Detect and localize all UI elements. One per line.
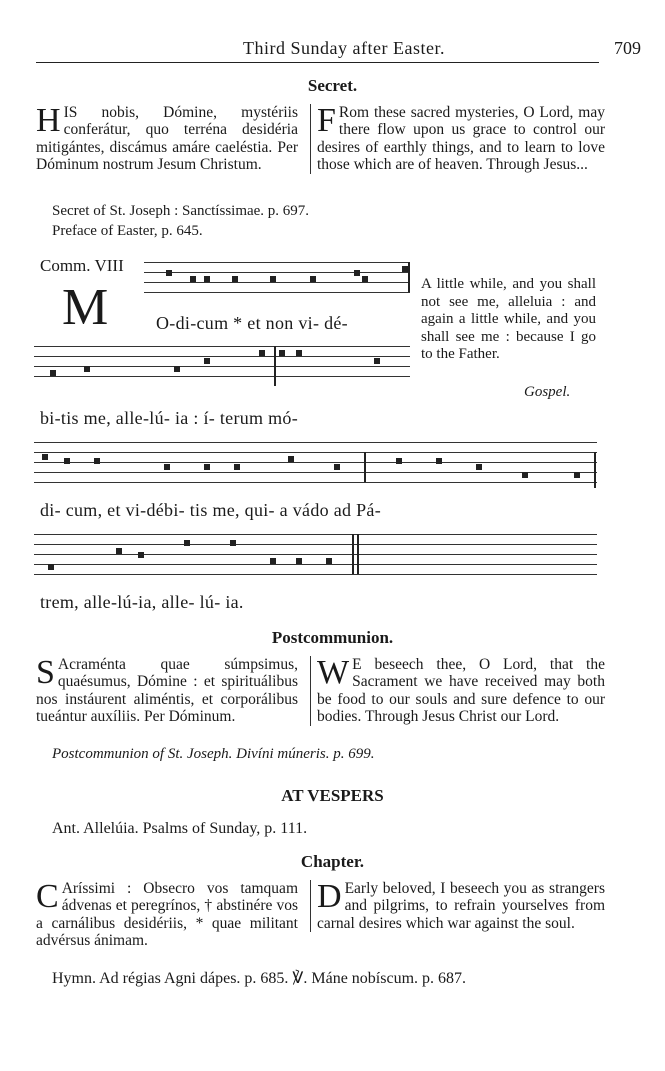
postcommunion-heading: Postcommunion. xyxy=(271,628,394,647)
postcommunion-note: Postcommunion of St. Joseph. Divíni múneris. p. 699. xyxy=(52,746,375,762)
secret-heading: Secret. xyxy=(307,76,358,95)
secret-note-joseph: Secret of St. Joseph : Sanctíssimae. p. 697. xyxy=(52,203,310,219)
secret-english-initial: F xyxy=(317,102,336,139)
postcommunion-latin xyxy=(36,656,298,726)
chapter-latin-initial: C xyxy=(36,878,59,915)
communion-initial: M xyxy=(62,279,109,336)
communion-source: Gospel. xyxy=(524,384,571,400)
secret-latin-text: IS nobis, Dómine, mystériis conferátur, quo terréna desidéria mitigántes, discámus amáre caeléstia. Per Dóminum nostrum Jesum Christum. xyxy=(36,104,298,174)
secret-latin xyxy=(36,104,298,174)
communion-english: A little while, and you shall not see me, alleluia : and again a little while, and you shall see me : because I go to the Father. xyxy=(421,276,596,362)
chapter-english-initial: D xyxy=(317,878,342,915)
chant-staff-1 xyxy=(144,262,410,302)
chapter-latin-text: Aríssimi : Obsecro vos tamquam ádvenas et peregrínos, † abstinére vos a carnálibus desidériis, * quae militant advérsus ánimam. xyxy=(36,880,298,950)
postcommunion-english xyxy=(310,656,605,726)
postcommunion-latin-initial: S xyxy=(36,654,55,691)
secret-english xyxy=(310,104,605,174)
secret-english-text: Rom these sacred mysteries, O Lord, may there flow upon us grace to control our desires of earthly things, and to learn to love those which are of heaven. Through Jesus... xyxy=(317,104,605,174)
communion-lyric-2: bi-tis me, alle-lú- ia : í- terum mó- xyxy=(40,408,299,428)
chapter-heading: Chapter. xyxy=(300,852,365,871)
postcommunion-english-initial: W xyxy=(317,654,350,691)
communion-label: Comm. VIII xyxy=(40,256,124,275)
vespers-heading: AT VESPERS xyxy=(281,786,384,805)
chapter-latin xyxy=(36,880,298,950)
communion-lyric-3: di- cum, et vi-débi- tis me, qui- a vádo ad Pá- xyxy=(40,500,382,520)
chapter-english-text: Early beloved, I beseech you as strangers and pilgrims, to refrain yourselves from carnal desires which war against the soul. xyxy=(317,880,605,932)
chant-staff-2 xyxy=(34,346,410,386)
running-title: Third Sunday after Easter. xyxy=(243,38,445,58)
secret-latin-initial: H xyxy=(36,102,61,139)
preface-note: Preface of Easter, p. 645. xyxy=(52,223,203,239)
postcommunion-english-text: E beseech thee, O Lord, that the Sacrament we have received may both be food to our souls and sure defence to our bodies. Through Jesus Christ our Lord. xyxy=(317,656,605,726)
chant-staff-3 xyxy=(34,442,597,482)
page-header xyxy=(36,38,641,63)
chapter-english xyxy=(310,880,605,932)
page-number: 709 xyxy=(614,38,641,58)
communion-lyric-1: O-di-cum * et non vi- dé- xyxy=(156,313,348,333)
postcommunion-latin-text: Acraménta quae súmpsimus, quaésumus, Dómine : et spirituálibus nos instáurent aliméntis, et corporálibus tueántur auxíliis. Per Dóminum. xyxy=(36,656,298,726)
chapter-hymn: Hymn. Ad régias Agni dápes. p. 685. ℣. Máne nobíscum. p. 687. xyxy=(52,970,467,987)
communion-lyric-4: trem, alle-lú-ia, alle- lú- ia. xyxy=(40,592,244,612)
vespers-antiphon: Ant. Allelúia. Psalms of Sunday, p. 111. xyxy=(52,820,308,837)
chant-staff-4 xyxy=(34,534,597,574)
